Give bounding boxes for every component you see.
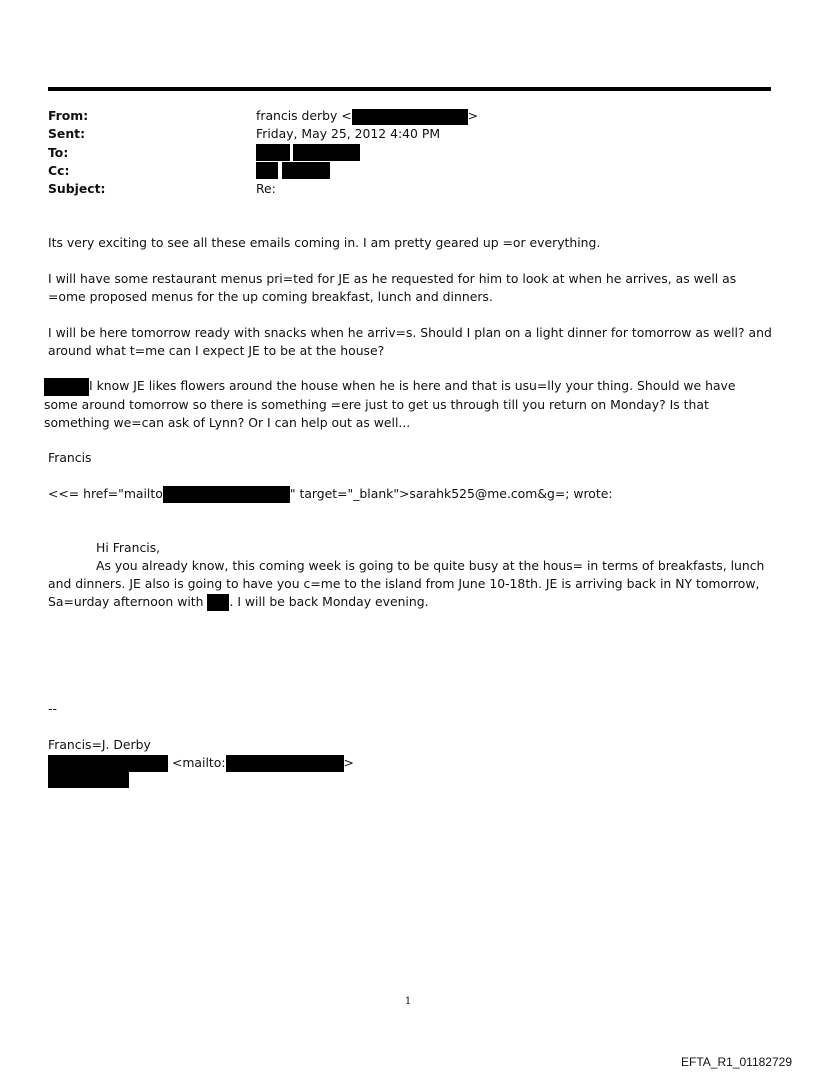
sent-label: Sent: <box>48 126 86 141</box>
redaction-box <box>48 755 168 772</box>
redaction-box <box>226 755 344 772</box>
signature-name: Francis=J. Derby <box>48 737 151 752</box>
bates-number: EFTA_R1_01182729 <box>681 1055 792 1069</box>
signature-redaction <box>48 771 129 788</box>
quote-header <box>48 485 773 503</box>
from-label: From: <box>48 108 89 123</box>
redaction-box <box>163 486 290 503</box>
to-redaction-1 <box>256 144 290 161</box>
cc-redaction-1 <box>256 162 278 179</box>
signoff: Francis <box>48 450 92 465</box>
to-label: To: <box>48 145 69 160</box>
body-paragraph-3: I will be here tomorrow ready with snacks when he arriv=s. Should I plan on a light dinner for tomorrow as well? and around what t=me can I expect JE to be at the house? <box>48 325 772 358</box>
mailto-start: <mailto: <box>171 755 226 770</box>
quote-greeting: Hi Francis, <box>96 540 161 555</box>
subject-value: Re: <box>256 181 276 196</box>
mailto-end: > <box>343 755 354 770</box>
cc-label: Cc: <box>48 163 70 178</box>
signature-dashes: -- <box>48 701 57 716</box>
subject-label: Subject: <box>48 181 106 196</box>
quote-start: <<= href="mailto <box>48 486 163 501</box>
from-end: > <box>467 108 479 123</box>
cc-redaction-2 <box>282 162 330 179</box>
header-rule <box>48 87 771 91</box>
to-redaction-2 <box>293 144 360 161</box>
redaction-box <box>44 378 89 396</box>
redaction-box <box>352 109 468 125</box>
body-paragraph-2: I will have some restaurant menus pri=ted for JE as he requested for him to look at when he arrives, as well as =ome proposed menus for the up coming breakfast, lunch and dinners. <box>48 271 737 304</box>
page-number: 1 <box>404 996 412 1007</box>
body-paragraph-1: Its very exciting to see all these emails coming in. I am pretty geared up =or everything. <box>48 235 601 250</box>
signature-contact <box>48 754 773 772</box>
from-name: francis derby < <box>256 108 352 123</box>
redaction-box <box>207 594 229 611</box>
paragraph-4-text: I know JE likes flowers around the house when he is here and that is usu=lly your thing. Should we have some around tomorrow so there is something =ere just to get us through till you return on Monday? Is that something we=can ask of Lynn? Or I can help out as well... <box>44 378 736 430</box>
quote-end: " target="_blank">sarahk525@me.com&g=; wrote: <box>289 486 613 501</box>
sent-value: Friday, May 25, 2012 4:40 PM <box>256 126 441 141</box>
quote-paragraph <box>48 557 773 611</box>
from-value <box>256 108 478 125</box>
quote-text-a: As you already know, this coming week is going to be quite busy at the hous= in terms of breakfasts, lunch and dinners. JE also is going to have you c=me to the island from June 10-18th. JE is arriving back in NY tomorrow, Sa=urday afternoon with <box>48 558 765 609</box>
body-paragraph-4 <box>44 377 773 432</box>
quote-text-b: . I will be back Monday evening. <box>229 594 429 609</box>
